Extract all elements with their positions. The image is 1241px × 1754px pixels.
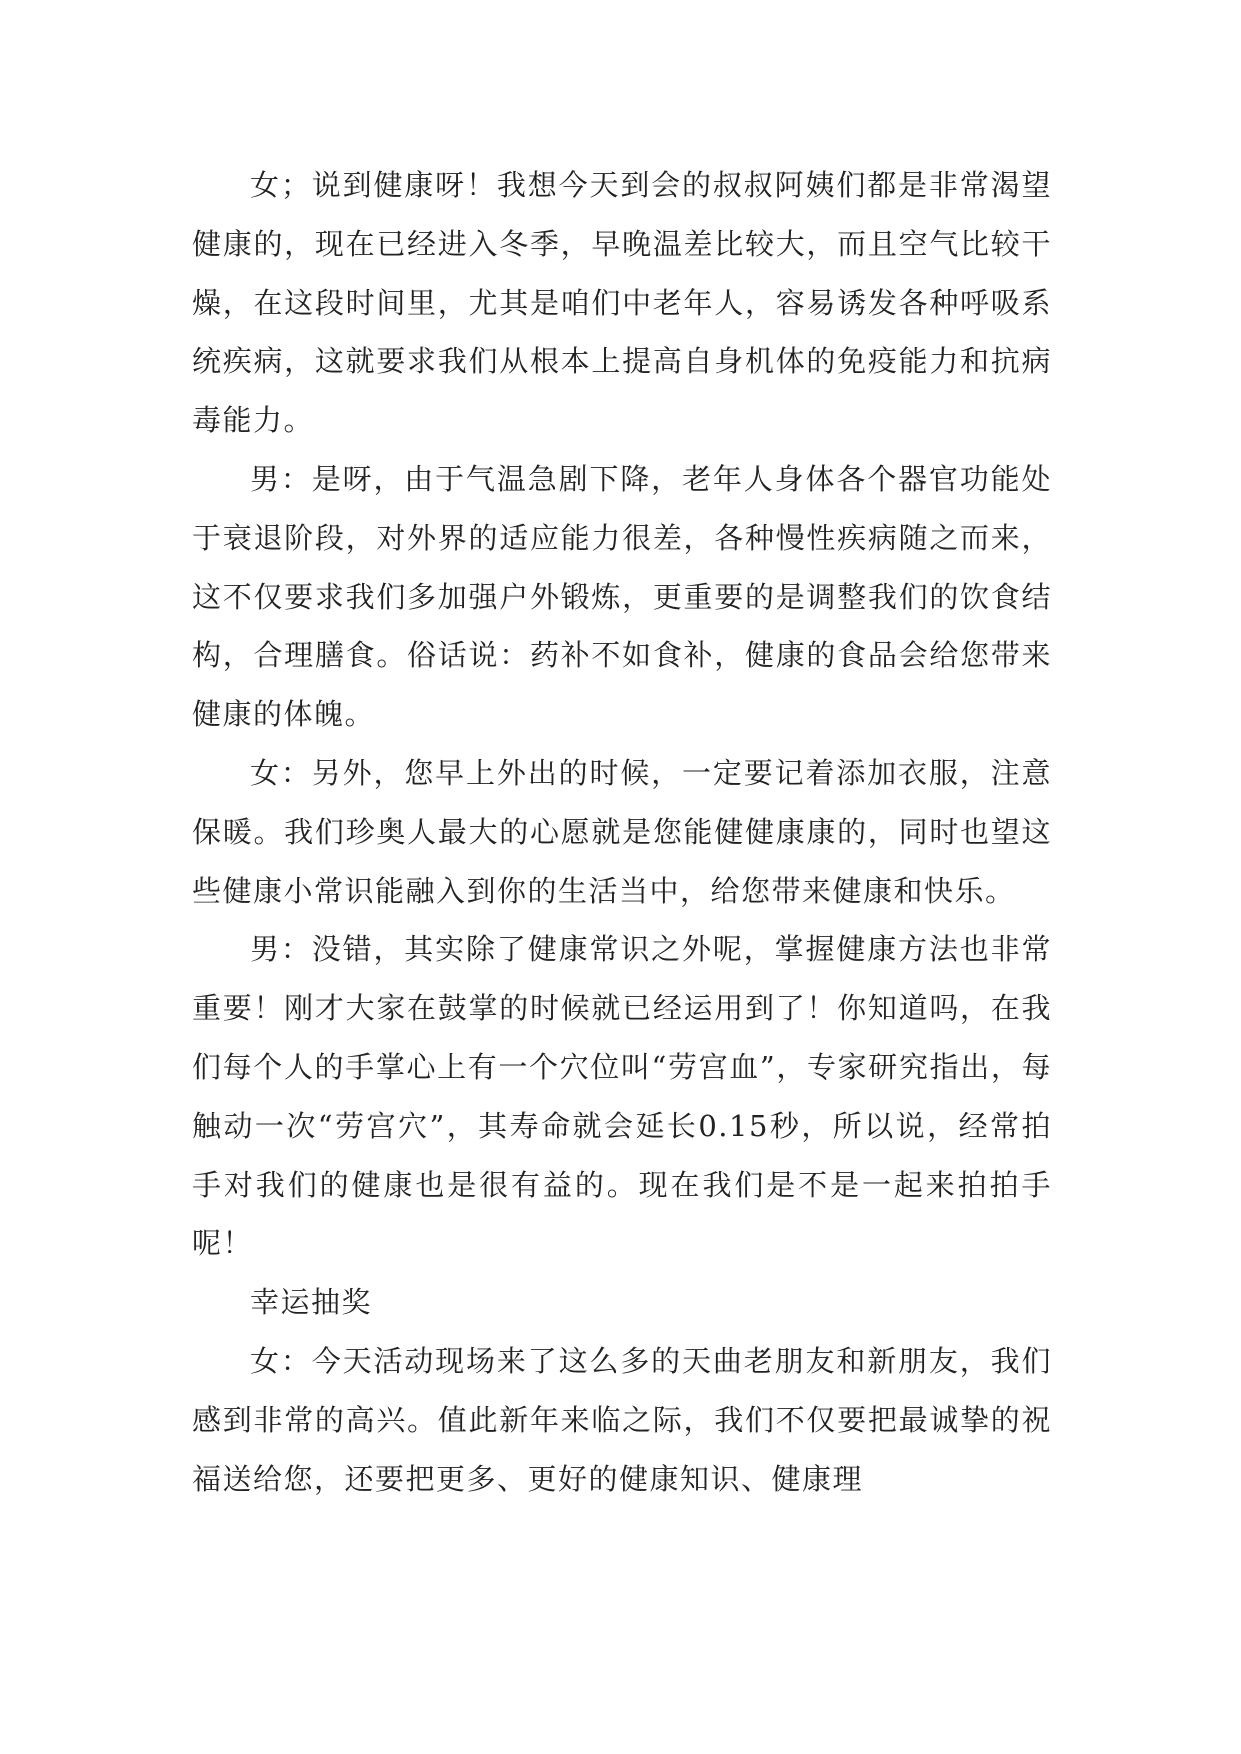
paragraph-2: 男：是呀，由于气温急剧下降，老年人身体各个器官功能处于衰退阶段，对外界的适应能力很差，各种慢性疾病随之而来，这不仅要求我们多加强户外锻炼，更重要的是调整我们的饮食结构，合理膳食。俗话说：药补不如食补，健康的食品会给您带来健康的体魄。 bbox=[192, 461, 1052, 732]
section-heading-lucky-draw: 幸运抽奖 bbox=[250, 1285, 373, 1320]
paragraph-4: 男：没错，其实除了健康常识之外呢，掌握健康方法也非常重要！刚才大家在鼓掌的时候就已经运用到了！你知道吗，在我们每个人的手掌心上有一个穴位叫“劳宫血”，专家研究指出，每触动一次“劳宫穴”，其寿命就会延长0.15秒，所以说，经常拍手对我们的健康也是很有益的。现在我们是不是一起来拍拍手呢！ bbox=[192, 932, 1052, 1261]
document-body bbox=[192, 156, 1052, 1508]
paragraph-3: 女：另外，您早上外出的时候，一定要记着添加衣服，注意保暖。我们珍奥人最大的心愿就是您能健健康康的，同时也望这些健康小常识能融入到你的生活当中，给您带来健康和快乐。 bbox=[192, 755, 1052, 908]
paragraph-5: 女：今天活动现场来了这么多的天曲老朋友和新朋友，我们感到非常的高兴。值此新年来临之际，我们不仅要把最诚挚的祝福送给您，还要把更多、更好的健康知识、健康理 bbox=[192, 1343, 1052, 1496]
paragraph-1: 女；说到健康呀！我想今天到会的叔叔阿姨们都是非常渴望健康的，现在已经进入冬季，早晚温差比较大，而且空气比较干燥，在这段时间里，尤其是咱们中老年人，容易诱发各种呼吸系统疾病，这就要求我们从根本上提高自身机体的免疫能力和抗病毒能力。 bbox=[192, 168, 1052, 438]
